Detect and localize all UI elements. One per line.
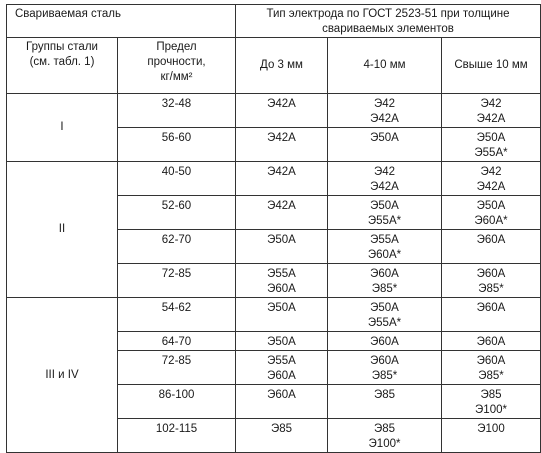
electrode-cell-thickness-3 bbox=[442, 419, 541, 453]
electrode-cell-thickness-3 bbox=[442, 94, 541, 128]
electrode-type: Э85* bbox=[371, 283, 398, 295]
electrode-type: Э60А bbox=[267, 389, 296, 401]
electrode-cell-thickness-2 bbox=[328, 264, 442, 298]
header-row-2 bbox=[7, 38, 541, 94]
electrode-cell-thickness-3 bbox=[442, 298, 541, 332]
electrode-type: Э60А bbox=[476, 234, 506, 246]
groups-column-header bbox=[7, 38, 118, 94]
electrode-cell-thickness-1 bbox=[236, 162, 328, 196]
thickness-header-3: Свыше 10 мм bbox=[442, 38, 541, 94]
electrode-type: Э42 bbox=[373, 166, 396, 178]
electrode-cell-thickness-3 bbox=[442, 128, 541, 162]
strength-cell bbox=[118, 230, 236, 264]
electrode-cell-thickness-2 bbox=[328, 196, 442, 230]
electrode-type: Э85 bbox=[373, 389, 396, 401]
electrode-cell-thickness-3 bbox=[442, 196, 541, 230]
electrode-cell-thickness-1 bbox=[236, 264, 328, 298]
electrode-type: Э50А bbox=[370, 200, 399, 212]
strength-header-line-2: прочности, bbox=[147, 56, 206, 68]
strength-cell bbox=[118, 332, 236, 351]
electrode-cell-thickness-1 bbox=[236, 196, 328, 230]
strength-value: 62-70 bbox=[161, 234, 192, 246]
electrode-type: Э60А bbox=[370, 268, 399, 280]
electrode-cell-thickness-2 bbox=[328, 162, 442, 196]
electrode-type: Э55А* bbox=[367, 215, 402, 227]
electrode-type: Э100* bbox=[368, 438, 401, 450]
electrode-type: Э42А bbox=[476, 113, 506, 125]
electrode-type: Э60А bbox=[476, 302, 506, 314]
strength-value: 86-100 bbox=[158, 389, 195, 401]
table-row bbox=[7, 298, 541, 332]
electrode-type: Э50А bbox=[267, 336, 296, 348]
electrode-cell-thickness-1 bbox=[236, 351, 328, 385]
electrode-cell-thickness-2 bbox=[328, 230, 442, 264]
electrode-type: Э60А bbox=[370, 355, 399, 367]
thickness-header-2: 4-10 мм bbox=[328, 38, 442, 94]
electrode-type: Э42А bbox=[267, 166, 296, 178]
electrode-type: Э55А* bbox=[474, 147, 508, 159]
electrode-type: Э42 bbox=[480, 98, 502, 110]
electrode-table-container bbox=[6, 4, 541, 453]
strength-value: 64-70 bbox=[161, 336, 192, 348]
strength-cell bbox=[118, 385, 236, 419]
electrode-type: Э60А bbox=[267, 370, 296, 382]
electrode-type: Э60А bbox=[476, 336, 506, 348]
electrode-cell-thickness-2 bbox=[328, 298, 442, 332]
electrode-type: Э85 bbox=[480, 389, 502, 401]
electrode-type: Э85* bbox=[478, 370, 504, 382]
electrode-type: Э50А bbox=[370, 302, 399, 314]
electrode-type: Э55А bbox=[267, 268, 296, 280]
electrode-cell-thickness-3 bbox=[442, 332, 541, 351]
electrode-type: Э55А bbox=[370, 234, 399, 246]
table-row bbox=[7, 162, 541, 196]
electrode-cell-thickness-2 bbox=[328, 385, 442, 419]
groups-header-line-1: Группы стали bbox=[26, 41, 98, 53]
strength-value: 54-62 bbox=[161, 302, 192, 314]
electrode-type: Э60А* bbox=[474, 215, 508, 227]
strength-cell bbox=[118, 128, 236, 162]
electrode-type: Э50А bbox=[267, 302, 296, 314]
strength-cell bbox=[118, 351, 236, 385]
electrode-cell-thickness-3 bbox=[442, 351, 541, 385]
electrode-type: Э42А bbox=[476, 181, 506, 193]
electrode-cell-thickness-1 bbox=[236, 128, 328, 162]
electrode-type: Э55А* bbox=[367, 317, 402, 329]
electrode-type: Э50А bbox=[476, 200, 506, 212]
electrode-cell-thickness-1 bbox=[236, 385, 328, 419]
steel-group-cell: II bbox=[7, 162, 118, 298]
electrode-cell-thickness-2 bbox=[328, 419, 442, 453]
strength-value: 72-85 bbox=[161, 355, 192, 367]
thickness-header-1: До 3 мм bbox=[236, 38, 328, 94]
electrode-type: Э42А bbox=[267, 200, 296, 212]
strength-value: 40-50 bbox=[161, 166, 192, 178]
electrode-type: Э60А bbox=[476, 355, 506, 367]
strength-cell bbox=[118, 419, 236, 453]
strength-cell bbox=[118, 162, 236, 196]
electrode-header-line-2: свариваемых элементов bbox=[322, 23, 454, 35]
electrode-type: Э60А* bbox=[367, 249, 402, 261]
electrode-type: Э60А bbox=[370, 336, 399, 348]
electrode-type-header bbox=[236, 5, 541, 38]
steel-group-cell: I bbox=[7, 94, 118, 162]
electrode-type: Э42А bbox=[370, 181, 399, 193]
electrode-type: Э42 bbox=[373, 98, 396, 110]
electrode-cell-thickness-2 bbox=[328, 351, 442, 385]
electrode-type: Э60А bbox=[476, 268, 506, 280]
electrode-selection-table bbox=[6, 4, 541, 453]
electrode-type: Э50А bbox=[267, 234, 296, 246]
electrode-cell-thickness-3 bbox=[442, 385, 541, 419]
strength-value: 52-60 bbox=[161, 200, 192, 212]
electrode-type: Э60А bbox=[267, 283, 296, 295]
electrode-type: Э42А bbox=[267, 132, 296, 144]
strength-cell bbox=[118, 196, 236, 230]
electrode-cell-thickness-1 bbox=[236, 94, 328, 128]
strength-column-header bbox=[118, 38, 236, 94]
strength-value: 32-48 bbox=[161, 98, 192, 110]
electrode-type: Э85* bbox=[478, 283, 504, 295]
electrode-type: Э100 bbox=[477, 423, 505, 435]
electrode-cell-thickness-2 bbox=[328, 128, 442, 162]
table-row bbox=[7, 94, 541, 128]
groups-header-line-2: (см. табл. 1) bbox=[29, 56, 95, 68]
electrode-header-line-1: Тип электрода по ГОСТ 2523-51 при толщине bbox=[266, 8, 510, 20]
electrode-type: Э42А bbox=[370, 113, 399, 125]
electrode-type: Э42А bbox=[267, 98, 296, 110]
electrode-type: Э50А bbox=[476, 132, 506, 144]
strength-cell bbox=[118, 94, 236, 128]
electrode-cell-thickness-2 bbox=[328, 94, 442, 128]
electrode-type: Э85 bbox=[270, 423, 293, 435]
electrode-cell-thickness-1 bbox=[236, 419, 328, 453]
strength-value: 102-115 bbox=[155, 423, 198, 435]
steel-header: Свариваемая сталь bbox=[7, 5, 236, 38]
electrode-cell-thickness-1 bbox=[236, 230, 328, 264]
electrode-cell-thickness-3 bbox=[442, 162, 541, 196]
electrode-type: Э42 bbox=[480, 166, 502, 178]
electrode-cell-thickness-2 bbox=[328, 332, 442, 351]
strength-cell bbox=[118, 298, 236, 332]
electrode-cell-thickness-1 bbox=[236, 332, 328, 351]
electrode-cell-thickness-1 bbox=[236, 298, 328, 332]
strength-header-line-3: кг/мм² bbox=[160, 71, 193, 83]
electrode-type: Э85 bbox=[373, 423, 396, 435]
strength-value: 72-85 bbox=[161, 268, 192, 280]
electrode-type: Э55А bbox=[267, 355, 296, 367]
electrode-cell-thickness-3 bbox=[442, 264, 541, 298]
steel-group-cell: III и IV bbox=[7, 298, 118, 453]
electrode-type: Э100* bbox=[475, 404, 507, 416]
strength-cell bbox=[118, 264, 236, 298]
header-row-1 bbox=[7, 5, 541, 38]
strength-value: 56-60 bbox=[161, 132, 192, 144]
electrode-type: Э85* bbox=[371, 370, 398, 382]
strength-header-line-1: Предел bbox=[156, 41, 197, 53]
electrode-cell-thickness-3 bbox=[442, 230, 541, 264]
electrode-type: Э50А bbox=[370, 132, 399, 144]
